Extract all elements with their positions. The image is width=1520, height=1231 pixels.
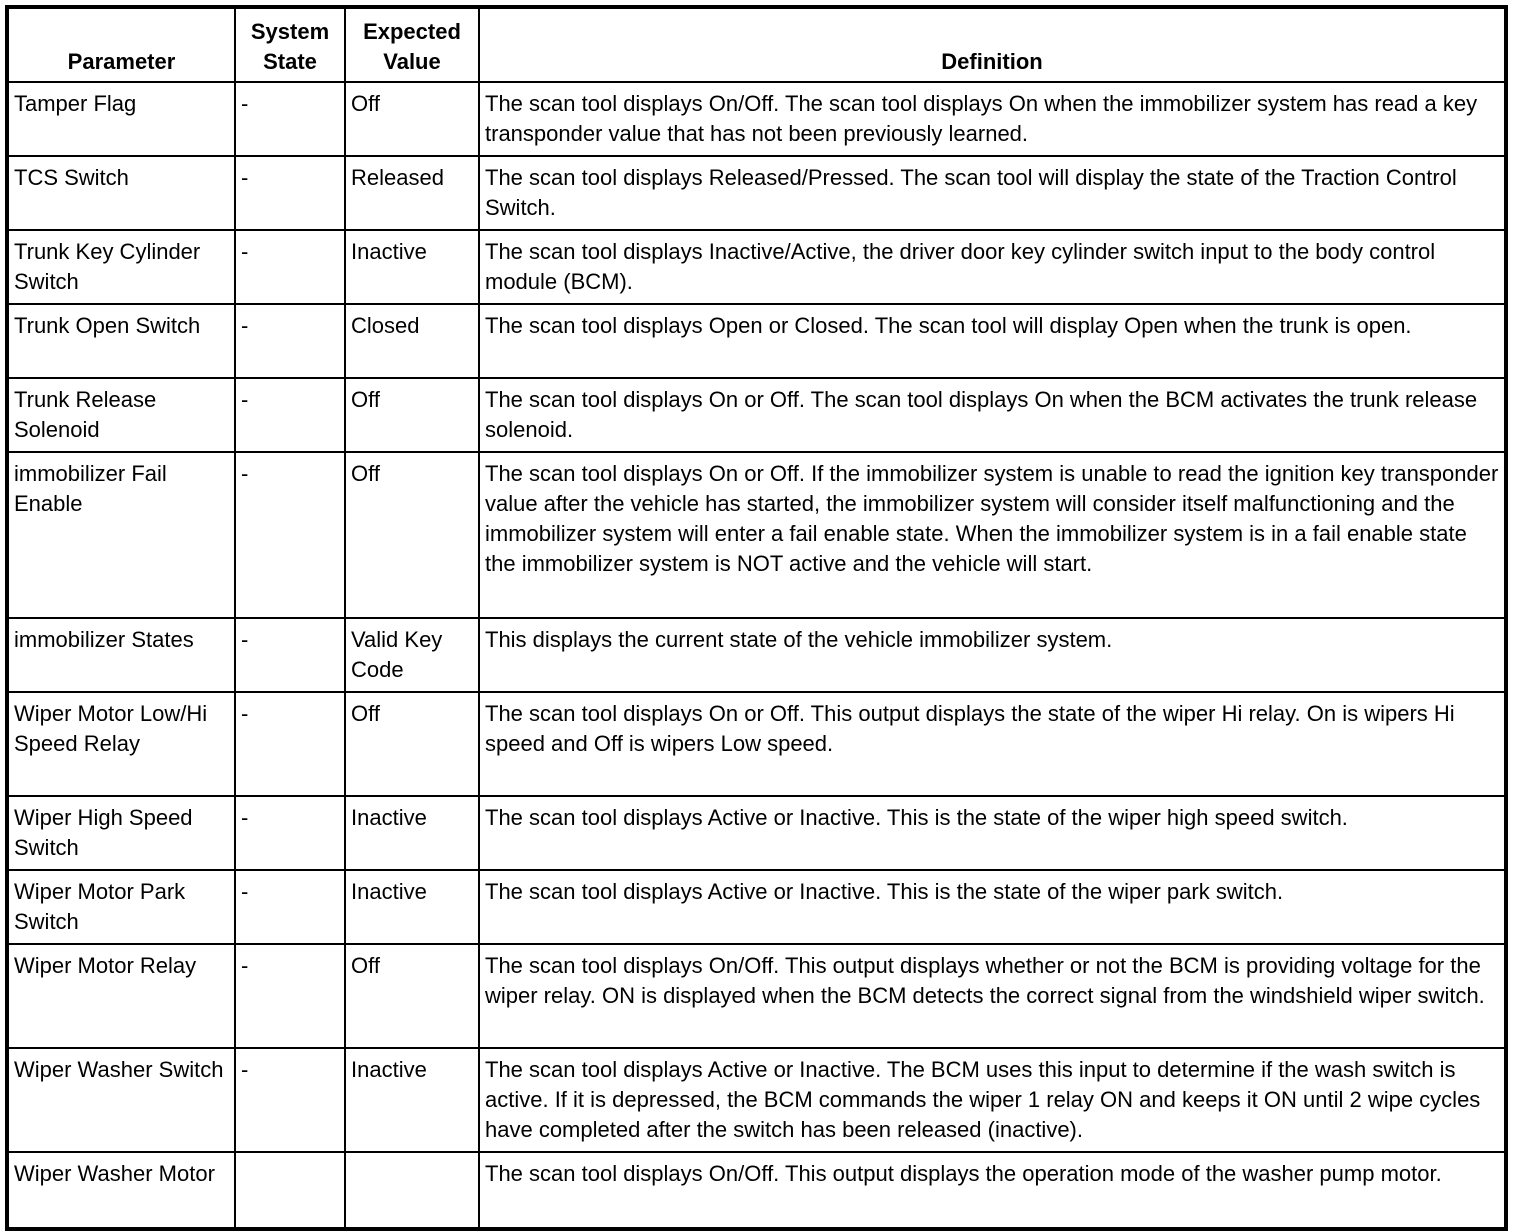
table-row bbox=[7, 82, 1506, 156]
parameter-cell: Trunk Release Solenoid bbox=[7, 378, 235, 452]
system-state-cell: - bbox=[235, 944, 345, 1048]
definition-cell: The scan tool displays On/Off. This output displays whether or not the BCM is providing voltage for the wiper relay. ON is displayed when the BCM detects the correct signal from the windshield wiper switch. bbox=[479, 944, 1506, 1048]
definition-cell: The scan tool displays On/Off. This output displays the operation mode of the washer pump motor. bbox=[479, 1152, 1506, 1229]
system-state-cell: - bbox=[235, 452, 345, 618]
definition-cell: The scan tool displays On or Off. The scan tool displays On when the BCM activates the trunk release solenoid. bbox=[479, 378, 1506, 452]
table-row bbox=[7, 304, 1506, 378]
expected-value-cell: Inactive bbox=[345, 796, 479, 870]
definition-cell: The scan tool displays On or Off. This output displays the state of the wiper Hi relay. On is wipers Hi speed and Off is wipers Low speed. bbox=[479, 692, 1506, 796]
parameter-cell: immobilizer Fail Enable bbox=[7, 452, 235, 618]
parameter-cell: Wiper Motor Low/Hi Speed Relay bbox=[7, 692, 235, 796]
definition-cell: The scan tool displays Open or Closed. The scan tool will display Open when the trunk is open. bbox=[479, 304, 1506, 378]
table-row bbox=[7, 692, 1506, 796]
system-state-cell: - bbox=[235, 692, 345, 796]
system-state-cell: - bbox=[235, 156, 345, 230]
expected-value-cell: Off bbox=[345, 452, 479, 618]
system-state-cell: - bbox=[235, 304, 345, 378]
system-state-cell: - bbox=[235, 796, 345, 870]
header-definition: Definition bbox=[479, 7, 1506, 82]
system-state-cell: - bbox=[235, 870, 345, 944]
definition-cell: The scan tool displays On or Off. If the immobilizer system is unable to read the ignition key transponder value after the vehicle has started, the immobilizer system will consider itself malfunctioning and the immobilizer system will enter a fail enable state. When the immobilizer system is in a fail enable state the immobilizer system is NOT active and the vehicle will start. bbox=[479, 452, 1506, 618]
header-expected-value: Expected Value bbox=[345, 7, 479, 82]
parameter-cell: Tamper Flag bbox=[7, 82, 235, 156]
expected-value-cell: Valid Key Code bbox=[345, 618, 479, 692]
definition-cell: This displays the current state of the vehicle immobilizer system. bbox=[479, 618, 1506, 692]
definition-cell: The scan tool displays Released/Pressed. The scan tool will display the state of the Traction Control Switch. bbox=[479, 156, 1506, 230]
expected-value-cell: Released bbox=[345, 156, 479, 230]
header-system-state: System State bbox=[235, 7, 345, 82]
table-row bbox=[7, 944, 1506, 1048]
definition-cell: The scan tool displays Active or Inactive. This is the state of the wiper high speed switch. bbox=[479, 796, 1506, 870]
system-state-cell: - bbox=[235, 82, 345, 156]
parameter-cell: immobilizer States bbox=[7, 618, 235, 692]
expected-value-cell: Off bbox=[345, 944, 479, 1048]
parameter-table bbox=[5, 5, 1508, 1231]
header-row bbox=[7, 7, 1506, 82]
expected-value-cell: Closed bbox=[345, 304, 479, 378]
table-row bbox=[7, 452, 1506, 618]
expected-value-cell bbox=[345, 1152, 479, 1229]
table-row bbox=[7, 1152, 1506, 1229]
expected-value-cell: Inactive bbox=[345, 870, 479, 944]
system-state-cell: - bbox=[235, 1048, 345, 1152]
parameter-cell: Trunk Key Cylinder Switch bbox=[7, 230, 235, 304]
parameter-cell: Wiper High Speed Switch bbox=[7, 796, 235, 870]
table-row bbox=[7, 870, 1506, 944]
definition-cell: The scan tool displays On/Off. The scan tool displays On when the immobilizer system has read a key transponder value that has not been previously learned. bbox=[479, 82, 1506, 156]
expected-value-cell: Off bbox=[345, 82, 479, 156]
header-parameter: Parameter bbox=[7, 7, 235, 82]
parameter-cell: Wiper Motor Park Switch bbox=[7, 870, 235, 944]
parameter-cell: TCS Switch bbox=[7, 156, 235, 230]
expected-value-cell: Inactive bbox=[345, 1048, 479, 1152]
parameter-cell: Trunk Open Switch bbox=[7, 304, 235, 378]
expected-value-cell: Off bbox=[345, 378, 479, 452]
table-row bbox=[7, 618, 1506, 692]
table-row bbox=[7, 230, 1506, 304]
parameter-cell: Wiper Washer Switch bbox=[7, 1048, 235, 1152]
system-state-cell: - bbox=[235, 230, 345, 304]
table-row bbox=[7, 1048, 1506, 1152]
expected-value-cell: Inactive bbox=[345, 230, 479, 304]
table-row bbox=[7, 796, 1506, 870]
system-state-cell: - bbox=[235, 378, 345, 452]
system-state-cell bbox=[235, 1152, 345, 1229]
table-row bbox=[7, 378, 1506, 452]
expected-value-cell: Off bbox=[345, 692, 479, 796]
parameter-cell: Wiper Motor Relay bbox=[7, 944, 235, 1048]
system-state-cell: - bbox=[235, 618, 345, 692]
definition-cell: The scan tool displays Active or Inactive. This is the state of the wiper park switch. bbox=[479, 870, 1506, 944]
parameter-cell: Wiper Washer Motor bbox=[7, 1152, 235, 1229]
definition-cell: The scan tool displays Inactive/Active, the driver door key cylinder switch input to the body control module (BCM). bbox=[479, 230, 1506, 304]
definition-cell: The scan tool displays Active or Inactive. The BCM uses this input to determine if the wash switch is active. If it is depressed, the BCM commands the wiper 1 relay ON and keeps it ON until 2 wipe cycles have completed after the switch has been released (inactive). bbox=[479, 1048, 1506, 1152]
table-row bbox=[7, 156, 1506, 230]
